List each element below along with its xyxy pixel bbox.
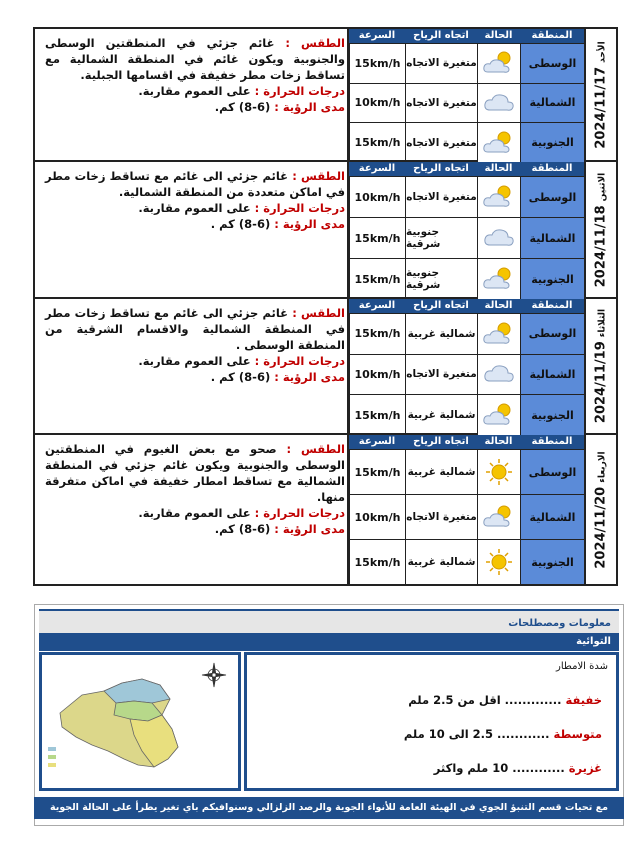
cloud-icon bbox=[482, 90, 516, 116]
divider bbox=[347, 162, 349, 297]
weather-text-text: غائم جزئي الى غائم مع تساقط زخات مطر في المنطقة الشمالية والاقسام الشرقية من المنطقة الوسطى . bbox=[45, 306, 345, 352]
header-region: المنطقة bbox=[531, 163, 573, 174]
divider bbox=[347, 299, 349, 433]
wind-dir-cell: شمالية غربية bbox=[405, 395, 477, 435]
visibility-text bbox=[45, 216, 345, 232]
wind-dir-cell: متغيرة الاتجاه bbox=[405, 84, 477, 123]
table-row bbox=[349, 122, 584, 162]
header-wind-dir: اتجاه الرياح bbox=[413, 30, 469, 41]
cloud-icon bbox=[482, 361, 516, 387]
header-region: المنطقة bbox=[531, 436, 573, 447]
temp-text-text: على العموم مقاربة. bbox=[138, 84, 251, 98]
forecast-day bbox=[35, 162, 616, 299]
rain-heavy-label: غزيرة bbox=[568, 761, 602, 775]
forecast-day bbox=[35, 435, 616, 584]
table-row bbox=[349, 217, 584, 258]
table-row bbox=[349, 539, 584, 584]
visibility-text bbox=[45, 99, 345, 115]
sun-icon bbox=[484, 547, 514, 577]
speed-cell: 10km/h bbox=[349, 177, 405, 217]
speed-cell: 15km/h bbox=[349, 44, 405, 83]
table-row bbox=[349, 176, 584, 217]
region-cell: الوسطى bbox=[520, 177, 584, 217]
rain-moderate-label: متوسطة bbox=[553, 727, 602, 741]
weather-text-label: الطقس : bbox=[288, 169, 345, 183]
temp-text-label: درجات الحرارة : bbox=[250, 506, 345, 520]
wind-dir-cell: شمالية غربية bbox=[405, 314, 477, 354]
header-speed: السرعة bbox=[358, 436, 396, 447]
header-wind-dir: اتجاه الرياح bbox=[413, 300, 469, 311]
map-box bbox=[39, 652, 241, 791]
speed-cell: 15km/h bbox=[349, 450, 405, 494]
date-strip bbox=[584, 29, 616, 160]
wind-dir-cell: متغيرة الاتجاه bbox=[405, 355, 477, 395]
table-row bbox=[349, 394, 584, 435]
visibility-text-text: (6-8) كم . bbox=[210, 217, 271, 231]
rain-heavy-value: ............ 10 ملم واكثر bbox=[433, 761, 565, 775]
partly-cloudy-icon bbox=[482, 129, 516, 157]
visibility-text-label: مدى الرؤية : bbox=[270, 370, 345, 384]
state-cell bbox=[477, 395, 520, 435]
speed-cell: 10km/h bbox=[349, 84, 405, 123]
region-cell: الشمالية bbox=[520, 218, 584, 258]
state-cell bbox=[477, 495, 520, 539]
table-header bbox=[349, 435, 584, 449]
speed-cell: 15km/h bbox=[349, 540, 405, 584]
rain-light-row bbox=[408, 693, 602, 707]
forecast-date bbox=[594, 41, 609, 148]
footer-banner: مع تحيات قسم التنبؤ الجوي في الهيئة العامة للأنواء الجوية والرصد الزلزالي وسنوافيكم باي تغير يطرأ على الحالة الجوية bbox=[34, 797, 624, 819]
visibility-text-label: مدى الرؤية : bbox=[270, 100, 345, 114]
state-cell bbox=[477, 259, 520, 299]
forecast-frame bbox=[33, 27, 618, 586]
rain-light-label: خفيفة bbox=[565, 693, 602, 707]
header-state: الحالة bbox=[484, 163, 513, 174]
temp-text-label: درجات الحرارة : bbox=[250, 354, 345, 368]
header-speed: السرعة bbox=[358, 30, 396, 41]
table-header bbox=[349, 299, 584, 313]
region-cell: الشمالية bbox=[520, 355, 584, 395]
temp-text bbox=[45, 83, 345, 99]
wind-dir-cell: جنوبية شرقية bbox=[405, 259, 477, 299]
table-row bbox=[349, 83, 584, 123]
forecast-day bbox=[35, 29, 616, 162]
forecast-day bbox=[35, 299, 616, 435]
temp-text-text: على العموم مقاربة. bbox=[138, 201, 251, 215]
state-cell bbox=[477, 314, 520, 354]
info-subtitle: التوائية bbox=[39, 633, 619, 651]
header-region: المنطقة bbox=[531, 30, 573, 41]
temp-text-text: على العموم مقاربة. bbox=[138, 354, 251, 368]
date-strip bbox=[584, 299, 616, 433]
weather-text bbox=[45, 441, 345, 505]
weather-text-text: غائم جزئي الى غائم مع تساقط زخات مطر في اماكن متعددة من المنطقة الشمالية. bbox=[45, 169, 345, 199]
speed-cell: 10km/h bbox=[349, 355, 405, 395]
state-cell bbox=[477, 355, 520, 395]
rain-moderate-value: ............ 2.5 الى 10 ملم bbox=[403, 727, 550, 741]
divider bbox=[347, 29, 349, 160]
weekday: الثلاثاء bbox=[597, 308, 608, 338]
speed-cell: 10km/h bbox=[349, 495, 405, 539]
visibility-text bbox=[45, 369, 345, 385]
table-row bbox=[349, 494, 584, 539]
speed-cell: 15km/h bbox=[349, 218, 405, 258]
temp-text-label: درجات الحرارة : bbox=[250, 201, 345, 215]
forecast-date bbox=[594, 451, 609, 568]
header-wind-dir: اتجاه الرياح bbox=[413, 163, 469, 174]
weather-text-label: الطقس : bbox=[288, 306, 345, 320]
header-state: الحالة bbox=[484, 300, 513, 311]
state-cell bbox=[477, 84, 520, 123]
date-value: 2024/11/20 bbox=[593, 486, 609, 569]
rain-light-value: ............. اقل من 2.5 ملم bbox=[408, 693, 562, 707]
info-title: معلومات ومصطلحات bbox=[39, 609, 619, 633]
table-header bbox=[349, 29, 584, 43]
state-cell bbox=[477, 123, 520, 162]
forecast-table bbox=[349, 162, 584, 299]
state-cell bbox=[477, 44, 520, 83]
rain-moderate-row bbox=[404, 727, 602, 741]
cloud-icon bbox=[482, 225, 516, 251]
table-row bbox=[349, 313, 584, 354]
region-cell: الجنوبية bbox=[520, 540, 584, 584]
weather-text-label: الطقس : bbox=[276, 442, 346, 456]
forecast-table bbox=[349, 435, 584, 584]
weather-text bbox=[45, 168, 345, 200]
region-cell: الوسطى bbox=[520, 44, 584, 83]
rain-intensity-box bbox=[244, 652, 619, 791]
header-wind-dir: اتجاه الرياح bbox=[413, 436, 469, 447]
region-cell: الجنوبية bbox=[520, 259, 584, 299]
table-row bbox=[349, 43, 584, 83]
wind-dir-cell: متغيرة الاتجاه bbox=[405, 495, 477, 539]
table-header bbox=[349, 162, 584, 176]
table-row bbox=[349, 449, 584, 494]
table-row bbox=[349, 354, 584, 395]
wind-dir-cell: متغيرة الاتجاه bbox=[405, 44, 477, 83]
partly-cloudy-icon bbox=[482, 265, 516, 293]
partly-cloudy-icon bbox=[482, 503, 516, 531]
divider bbox=[347, 435, 349, 584]
region-cell: الوسطى bbox=[520, 450, 584, 494]
weather-text bbox=[45, 305, 345, 353]
state-cell bbox=[477, 218, 520, 258]
weekday: الأحد bbox=[597, 40, 608, 63]
wind-dir-cell: متغيرة الاتجاه bbox=[405, 123, 477, 162]
forecast-table bbox=[349, 299, 584, 435]
visibility-text-label: مدى الرؤية : bbox=[270, 217, 345, 231]
weather-text-label: الطقس : bbox=[274, 36, 345, 50]
state-cell bbox=[477, 450, 520, 494]
header-state: الحالة bbox=[484, 436, 513, 447]
date-value: 2024/11/17 bbox=[593, 66, 609, 149]
header-speed: السرعة bbox=[358, 300, 396, 311]
weather-text-text: غائم جزئي في المنطقتين الوسطى والجنوبية ويكون غائم في المنطقة الشمالية مع تساقط زخات مطر خفيفة في اقسامها الجبلية. bbox=[45, 36, 345, 82]
state-cell bbox=[477, 540, 520, 584]
temp-text-text: على العموم مقاربة. bbox=[138, 506, 251, 520]
forecast-description bbox=[45, 168, 345, 232]
rain-intensity-title: شدة الامطار bbox=[556, 661, 608, 672]
partly-cloudy-icon bbox=[482, 49, 516, 77]
wind-dir-cell: شمالية غربية bbox=[405, 540, 477, 584]
weekday: الاثنين bbox=[597, 172, 608, 201]
partly-cloudy-icon bbox=[482, 320, 516, 348]
rain-heavy-row bbox=[434, 761, 602, 775]
info-panel bbox=[34, 604, 624, 826]
weather-text-text: صحو مع بعض الغيوم في المنطقتين الوسطى والجنوبية ويكون غائم جزئي في المنطقة الشمالية مع تساقط امطار خفيفة في اماكن متفرقة منها. bbox=[45, 442, 345, 504]
wind-dir-cell: شمالية غربية bbox=[405, 450, 477, 494]
header-speed: السرعة bbox=[358, 163, 396, 174]
weather-text bbox=[45, 35, 345, 83]
partly-cloudy-icon bbox=[482, 183, 516, 211]
visibility-text-label: مدى الرؤية : bbox=[270, 522, 345, 536]
sun-icon bbox=[484, 457, 514, 487]
forecast-table bbox=[349, 29, 584, 162]
header-state: الحالة bbox=[484, 30, 513, 41]
speed-cell: 15km/h bbox=[349, 259, 405, 299]
temp-text bbox=[45, 353, 345, 369]
speed-cell: 15km/h bbox=[349, 314, 405, 354]
visibility-text-text: (6-8) كم. bbox=[214, 522, 271, 536]
forecast-description bbox=[45, 305, 345, 385]
forecast-description bbox=[45, 441, 345, 537]
visibility-text-text: (6-8) كم . bbox=[210, 370, 271, 384]
iraq-map-icon bbox=[42, 655, 238, 788]
wind-dir-cell: متغيرة الاتجاه bbox=[405, 177, 477, 217]
weekday: الاربعاء bbox=[597, 450, 608, 483]
date-strip bbox=[584, 435, 616, 584]
temp-text-label: درجات الحرارة : bbox=[250, 84, 345, 98]
region-cell: الجنوبية bbox=[520, 395, 584, 435]
date-value: 2024/11/18 bbox=[593, 204, 609, 287]
speed-cell: 15km/h bbox=[349, 395, 405, 435]
visibility-text-text: (6-8) كم. bbox=[214, 100, 271, 114]
temp-text bbox=[45, 200, 345, 216]
region-cell: الشمالية bbox=[520, 84, 584, 123]
state-cell bbox=[477, 177, 520, 217]
visibility-text bbox=[45, 521, 345, 537]
table-row bbox=[349, 258, 584, 299]
forecast-description bbox=[45, 35, 345, 115]
region-cell: الجنوبية bbox=[520, 123, 584, 162]
partly-cloudy-icon bbox=[482, 401, 516, 429]
temp-text bbox=[45, 505, 345, 521]
forecast-date bbox=[594, 172, 609, 286]
wind-dir-cell: جنوبية شرقية bbox=[405, 218, 477, 258]
date-value: 2024/11/19 bbox=[593, 341, 609, 424]
forecast-date bbox=[594, 309, 609, 423]
speed-cell: 15km/h bbox=[349, 123, 405, 162]
region-cell: الشمالية bbox=[520, 495, 584, 539]
date-strip bbox=[584, 162, 616, 297]
region-cell: الوسطى bbox=[520, 314, 584, 354]
header-region: المنطقة bbox=[531, 300, 573, 311]
